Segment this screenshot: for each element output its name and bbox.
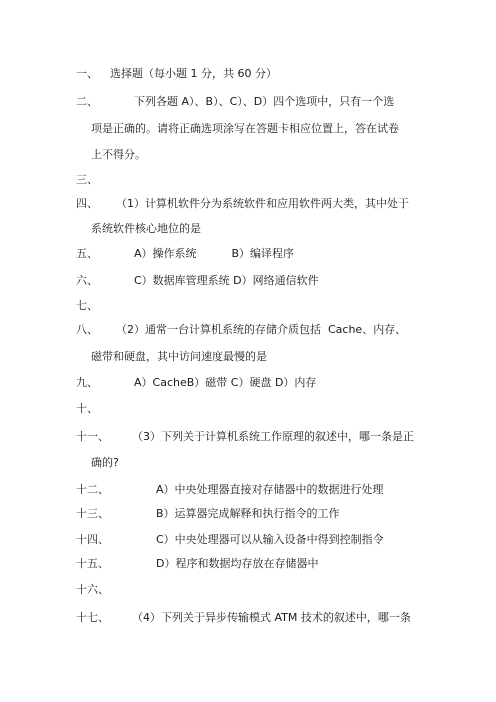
line-number: 五、 (76, 247, 98, 260)
line-text: （4）下列关于异步传输模式 ATM 技术的叙述中，哪一条 (132, 611, 411, 624)
line-text: A）CacheB）磁带 C）硬盘 D）内存 (134, 376, 317, 389)
continuation-line: 磁带和硬盘，其中访问速度最慢的是 (91, 350, 267, 363)
continuation-line: 项是正确的。请将正确选项涂写在答题卡相应位置上，答在试卷 (91, 122, 399, 135)
line-number: 十三、 (76, 507, 109, 520)
line-text: D）程序和数据均存放在存储器中 (156, 557, 319, 570)
line-number: 四、 (76, 197, 98, 210)
line-number: 十二、 (76, 483, 109, 496)
line-number: 二、 (76, 95, 98, 108)
line-number: 一、 (76, 67, 98, 80)
line-text: B）运算器完成解释和执行指令的工作 (156, 507, 340, 520)
line-number: 十、 (76, 402, 98, 415)
continuation-line: 系统软件核心地位的是 (91, 222, 201, 235)
continuation-line: 确的? (91, 456, 119, 469)
line-number: 十五、 (76, 557, 109, 570)
numbered-line (76, 197, 436, 211)
numbered-line (76, 583, 436, 597)
numbered-line (76, 95, 436, 109)
line-number: 六、 (76, 274, 98, 287)
line-text: 下列各题 A）、B）、C）、D）四个选项中，只有一个选 (134, 95, 395, 108)
line-number: 三、 (76, 173, 98, 186)
line-number: 八、 (76, 323, 98, 336)
line-number: 九、 (76, 376, 98, 389)
line-text: A）中央处理器直接对存储器中的数据进行处理 (156, 483, 384, 496)
line-text: A）操作系统 B）编译程序 (134, 247, 295, 260)
numbered-line (76, 557, 436, 571)
numbered-line (76, 507, 436, 521)
numbered-line (76, 430, 436, 444)
numbered-line (76, 611, 436, 625)
numbered-line (76, 323, 436, 337)
numbered-line (76, 274, 436, 288)
line-text: C）中央处理器可以从输入设备中得到控制指令 (156, 533, 384, 546)
line-text: （3）下列关于计算机系统工作原理的叙述中，哪一条是正 (132, 430, 414, 443)
numbered-line (76, 173, 436, 187)
numbered-line (76, 402, 436, 416)
line-number: 七、 (76, 299, 98, 312)
numbered-line (76, 376, 436, 390)
line-text: （2）通常一台计算机系统的存储介质包括 Cache、内存、 (116, 323, 407, 336)
numbered-line (76, 67, 436, 81)
numbered-line (76, 247, 436, 261)
line-number: 十六、 (76, 583, 109, 596)
line-number: 十一、 (76, 430, 109, 443)
numbered-line (76, 299, 436, 313)
line-number: 十七、 (76, 611, 109, 624)
numbered-line (76, 483, 436, 497)
continuation-line: 上不得分。 (91, 148, 146, 161)
line-text: （1）计算机软件分为系统软件和应用软件两大类，其中处于 (116, 197, 409, 210)
numbered-line (76, 533, 436, 547)
line-number: 十四、 (76, 533, 109, 546)
line-text: 选择题（每小题 1 分，共 60 分） (110, 67, 277, 80)
line-text: C）数据库管理系统 D）网络通信软件 (134, 274, 319, 287)
